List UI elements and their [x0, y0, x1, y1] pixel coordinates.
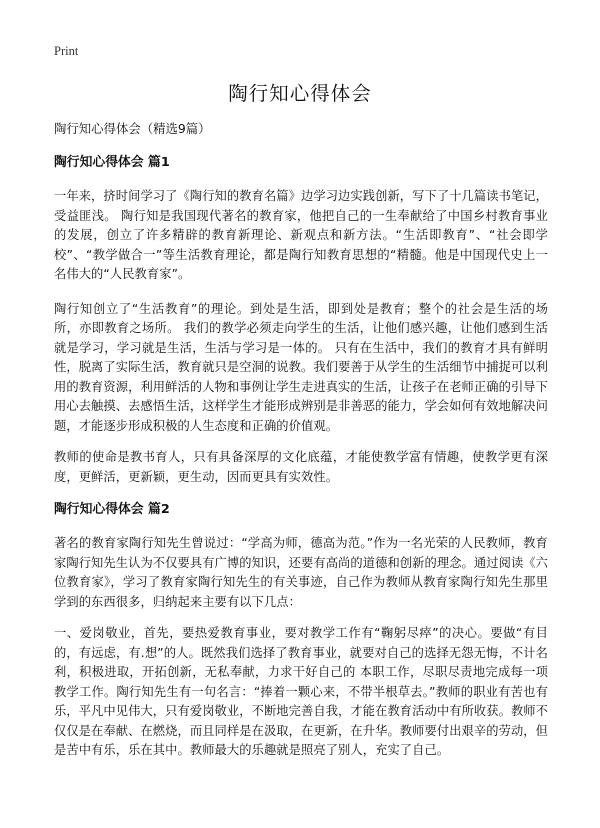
paragraph: 教师的使命是教书育人，只有具备深厚的文化底蕴，才能使教学富有情趣，使教学更有深度，更鲜活，更新颖，更生动，因而更具有实效性。 — [54, 450, 548, 484]
subtitle: 陶行知心得体会（精选9篇） — [54, 121, 211, 136]
print-label[interactable]: Print — [54, 44, 79, 58]
paragraph: 陶行知创立了“生活教育”的理论。到处是生活，即到处是教育；整个的社会是生活的场所，亦即教育之场所。 我们的教学必须走向学生的生活，让他们感兴趣，让他们感到生活就是学习，学习就是生活，生活与学习是一体的。 只有在生活中，我们的教育才具有鲜明性，脱离了实际生活，教育就只是空洞的说教。我们要善于从学生的生活细节中捕捉可以利用的教育资源，利用鲜活的人物和事例让学生走进真实的生活，让孩子在老师正确的引导下用心去触摸、去感悟生活，这样学生才能形成辨别是非善恶的能力，学会如何有效地解决问题，才能逐步形成积极的人生态度和正确的价值观。 — [54, 301, 548, 433]
section-heading: 陶行知心得体会 篇2 — [54, 502, 170, 517]
paragraph: 著名的教育家陶行知先生曾说过：“学高为师，德高为范。”作为一名光荣的人民教师，教育家陶行知先生认为不仅要具有广博的知识，还要有高尚的道德和创新的理念。通过阅读《六位教育家》，学习了教育家陶行知先生的有关事迹，自己作为教师从教育家陶行知先生那里学到的东西很多，归纳起来主要有以下几点： — [54, 536, 548, 609]
section-2 — [54, 501, 548, 761]
paragraph: 一、爱岗敬业，首先，要热爱教育事业，要对教学工作有“鞠躬尽瘁”的决心。要做“有目的，有远虑，有.想”的人。既然我们选择了教育事业，就要对自己的选择无怨无悔，不计名利，积极进取，开拓创新，无私奉献，力求干好自己的 本职工作，尽职尽责地完成每一项教学工作。陶行知先生有一句名言：“捧着一颗心来，不带半根草去。”教师的职业有苦也有乐，平凡中见伟大，只有爱岗敬业，不断地完善自我，才能在教育活动中有所收获。教师不仅仅是在奉献、在燃烧，而且同样是在汲取，在更新，在升华。教师要付出艰辛的劳动，但是苦中有乐，乐在其中。教师最大的乐趣就是照亮了别人，充实了自己。 — [54, 626, 548, 757]
document-content — [54, 120, 548, 773]
section-1 — [54, 154, 548, 487]
page-title: 陶行知心得体会 — [228, 82, 372, 105]
section-heading: 陶行知心得体会 篇1 — [54, 155, 170, 170]
paragraph: 一年来，挤时间学习了《陶行知的教育名篇》边学习边实践创新，写下了十几篇读书笔记，受益匪浅。 陶行知是我国现代著名的教育家，他把自己的一生奉献给了中国乡村教育事业的发展，创立了许多精辟的教育新理论、新观点和新方法。“生活即教育”、“社会即学校”、“教学做合一”等生活教育理论，都是陶行知教育思想的“精髓。他是中国现代史上一名伟大的“人民教育家”。 — [54, 189, 548, 281]
